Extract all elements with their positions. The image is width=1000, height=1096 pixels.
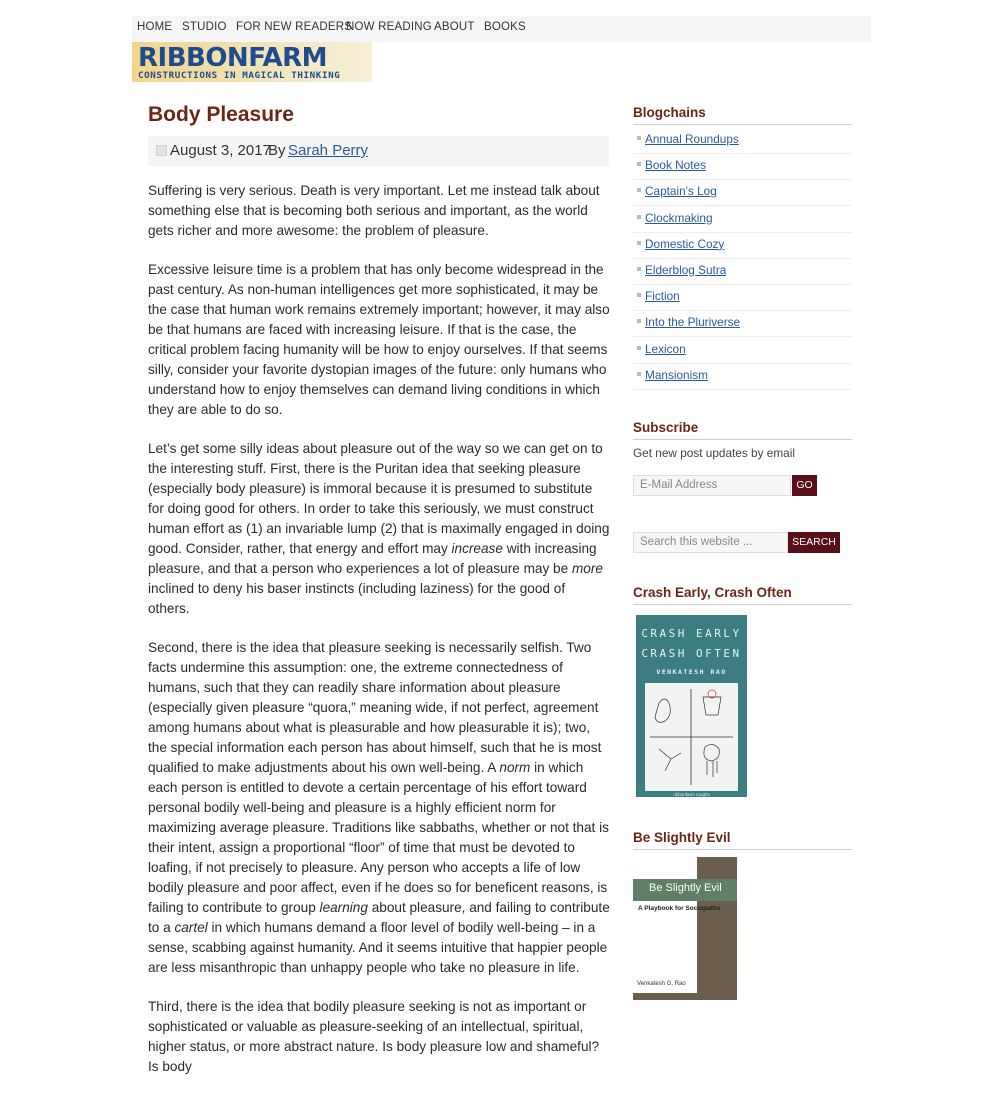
paragraph-text: in which each person is entitled to devote a certain percentage of his effort toward personal bodily well-being and pleasure is a highly efficient norm for maximizing average pleasure. Traditions like sabbaths, whether or not that is their intent, assign a proportional “floor” of time that must be devoted to loafing, if not precisely to pleasure. Any person who accepts a life of low bodily pleasure and poor affect, even if he does so for beneficent reasons, is failing to contribute to group <box>148 760 609 915</box>
book-cover-crash-early[interactable] <box>636 615 747 797</box>
post-content <box>148 181 610 1096</box>
blogchains-title: Blogchains <box>633 105 852 125</box>
bullet-icon <box>637 319 641 323</box>
blogchain-item <box>633 338 852 364</box>
nav-books[interactable]: BOOKS <box>484 21 526 33</box>
top-navigation <box>132 16 871 42</box>
emphasis-text: more <box>571 561 603 576</box>
blogchain-item <box>633 285 852 311</box>
emphasis-text: cartel <box>174 920 208 935</box>
date-icon <box>156 145 167 156</box>
blogchain-link[interactable]: Clockmaking <box>645 210 713 225</box>
blogchain-link[interactable]: Book Notes <box>645 158 706 173</box>
book1-cover-author: VENKATESH RAO <box>656 668 727 676</box>
paragraph-text: Suffering is very serious. Death is very important. Let me instead talk about something else that is becoming both serious and important, as the world gets richer and more awesome: the problem of pleasure. <box>148 183 600 238</box>
book2-cover-title: Be Slightly Evil <box>649 882 722 894</box>
book1-cover-line2: CRASH OFTEN <box>641 647 742 660</box>
nav-studio[interactable]: STUDIO <box>182 21 227 33</box>
blogchain-link[interactable]: Into the Pluriverse <box>645 315 741 330</box>
paragraph <box>148 997 610 1077</box>
book2-widget-title: Be Slightly Evil <box>633 830 852 850</box>
bullet-icon <box>637 136 641 140</box>
search-button[interactable]: SEARCH <box>788 532 840 553</box>
paragraph-text: about pleasure, and failing to contribute to a <box>148 900 610 935</box>
paragraph-text: in which humans demand a floor level of bodily well-being – in a sense, scabbing against humanity. And it seems intuitive that happier people are less misanthropic than unhappy people who take no pleasure in life. <box>148 920 608 975</box>
bullet-icon <box>637 346 641 350</box>
paragraph-text: Let’s get some silly ideas about pleasure out of the way so we can get on to the interesting stuff. First, there is the Puritan idea that seeking pleasure (especially body pleasure) is immoral because it is presumed to substitute for doing good for others. In order to take this seriously, we must construct human effort as (1) an invariable lump (2) that is maximally engaged in doing good. Consider, rather, that energy and effort may <box>148 441 610 556</box>
blogchain-item <box>633 364 852 390</box>
blogchain-item <box>633 311 852 337</box>
nav-about[interactable]: ABOUT <box>434 21 475 33</box>
bullet-icon <box>637 293 641 297</box>
blogchain-link[interactable]: Captain's Log <box>645 184 717 199</box>
blogchain-link[interactable]: Mansionism <box>645 367 708 382</box>
paragraph <box>148 260 610 420</box>
book2-cover-subtitle: A Playbook for Sociopaths <box>638 905 721 912</box>
search-input[interactable]: Search this website ... <box>633 532 788 553</box>
paragraph-text: with increasing pleasure, and that a person who experiences a lot of pleasure may be <box>148 541 597 576</box>
paragraph <box>148 181 610 241</box>
nav-now-reading[interactable]: NOW READING <box>346 21 432 33</box>
post-by: By <box>268 142 286 159</box>
paragraph <box>148 439 610 619</box>
bullet-icon <box>637 267 641 271</box>
book2-lower-band <box>633 993 697 1000</box>
email-input[interactable]: E-Mail Address <box>633 475 791 496</box>
book2-cover-author: Venkatesh G. Rao <box>637 981 686 987</box>
book-cover-be-slightly-evil[interactable] <box>633 857 737 1000</box>
post-title: Body Pleasure <box>148 103 294 126</box>
blogchain-item <box>633 233 852 259</box>
nav-home[interactable]: HOME <box>137 21 173 33</box>
sketch-illustration-icon <box>645 683 738 791</box>
blogchain-link[interactable]: Domestic Cozy <box>645 236 725 251</box>
post-author-link[interactable]: Sarah Perry <box>288 142 369 159</box>
blogchain-link[interactable]: Annual Roundups <box>645 132 739 146</box>
bullet-icon <box>637 162 641 166</box>
emphasis-text: norm <box>499 760 531 775</box>
blogchain-link[interactable]: Elderblog Sutra <box>645 263 727 277</box>
site-logo[interactable] <box>132 42 372 82</box>
blogchain-item <box>633 207 852 233</box>
blogchain-link[interactable]: Lexicon <box>645 341 686 356</box>
book1-cover-line1: CRASH EARLY <box>641 627 742 640</box>
bullet-icon <box>637 241 641 245</box>
go-button[interactable]: GO <box>792 475 817 496</box>
paragraph-text: Third, there is the idea that bodily pleasure seeking is not as important or sophisticated or valuable as pleasure-seeking of an intellectual, spiritual, higher status, or more abstract nature. Is body pleasure low and shameful? Is body <box>148 999 600 1074</box>
paragraph-text: inclined to deny his baser instincts (including laziness) for the good of others. <box>148 581 566 616</box>
blogchain-item <box>633 259 852 285</box>
post-date: August 3, 2017 <box>170 142 271 159</box>
blogchain-item <box>633 128 852 154</box>
bullet-icon <box>637 372 641 376</box>
book1-illustration <box>645 683 738 791</box>
blogchain-item <box>633 180 852 206</box>
logo-wordmark: RIBBONFARM <box>138 43 327 73</box>
bullet-icon <box>637 215 641 219</box>
book1-widget-title: Crash Early, Crash Often <box>633 585 852 605</box>
bullet-icon <box>637 188 641 192</box>
blogchain-link[interactable]: Fiction <box>645 289 680 304</box>
logo-tagline: CONSTRUCTIONS IN MAGICAL THINKING <box>138 70 341 81</box>
paragraph <box>148 638 610 978</box>
nav-for-new-readers[interactable]: FOR NEW READERS <box>236 21 353 33</box>
subscribe-text: Get new post updates by email <box>633 446 795 460</box>
book1-cover-footer: ribbonfarm roughs <box>673 792 710 797</box>
post-meta <box>148 136 609 166</box>
subscribe-title: Subscribe <box>633 420 852 440</box>
emphasis-text: learning <box>319 900 368 915</box>
paragraph-text: Excessive leisure time is a problem that has only become widespread in the past century. As non-human intelligences get more sophisticated, it may be the case that human work remains extremely important; however, it may also be that humans are faced with increasing leisure. If that is the case, the critical problem facing humanity will be how to enjoy ourselves. If that seems silly, consider your favorite dystopian images of the future: only humans who understand how to enjoy themselves can demand living conditions in which they are able to do so. <box>148 262 610 417</box>
paragraph-text: Second, there is the idea that pleasure seeking is necessarily selfish. Two facts undermine this assumption: one, the extreme connectedness of humans, such that they can readily share information about pleasure (especially given pleasure “quora,” meaning wide, if not perfect, agreement among humans about what is pleasurable and how pleasurable it is); two, the special information each person has about himself, such that he is most qualified to make adjustments about his own well-being. A <box>148 640 602 775</box>
emphasis-text: increase <box>451 541 503 556</box>
blogchain-item <box>633 154 852 180</box>
